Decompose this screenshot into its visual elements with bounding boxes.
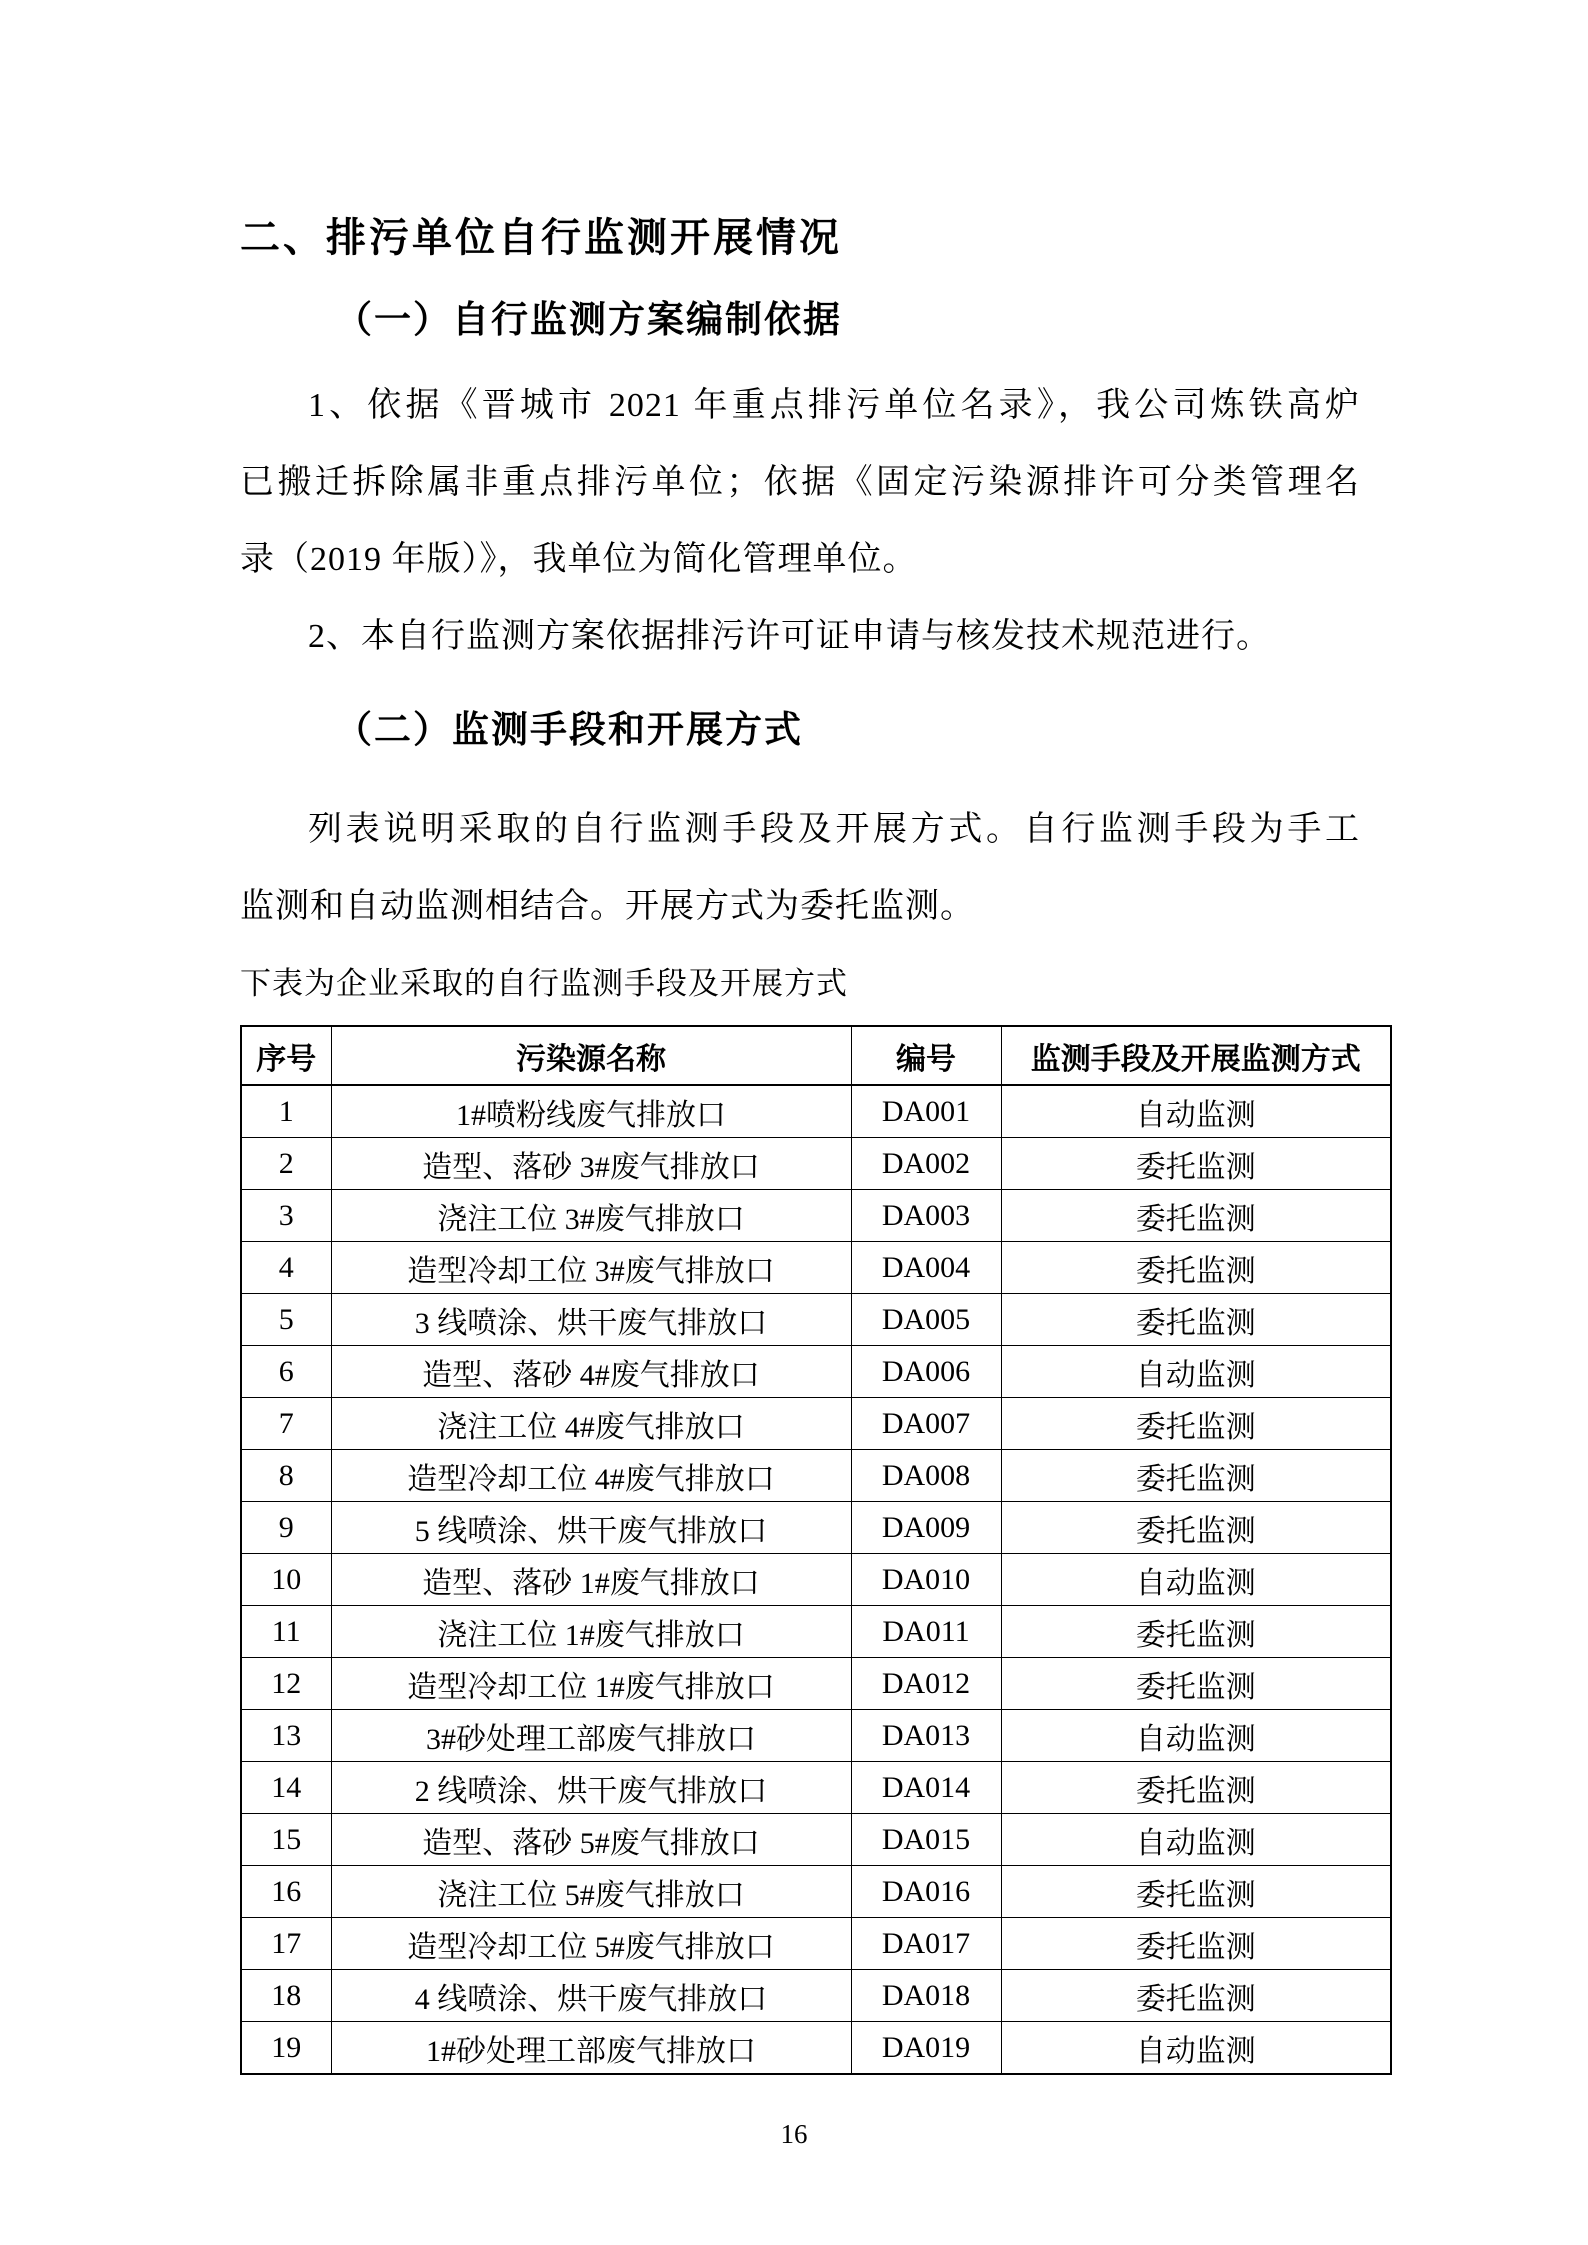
cell-monitoring-method: 委托监测 bbox=[1001, 1606, 1391, 1658]
cell-pollution-source-name: 3#砂处理工部废气排放口 bbox=[331, 1710, 851, 1762]
cell-monitoring-method: 自动监测 bbox=[1001, 1085, 1391, 1138]
cell-row-number: 5 bbox=[241, 1294, 331, 1346]
cell-outlet-code: DA001 bbox=[851, 1085, 1001, 1138]
paragraph-line: 1、依据《晋城市 2021 年重点排污单位名录》，我公司炼铁高炉 bbox=[308, 387, 1360, 424]
paragraph-basis bbox=[240, 367, 1360, 598]
cell-row-number: 18 bbox=[241, 1970, 331, 2022]
cell-row-number: 17 bbox=[241, 1918, 331, 1970]
cell-row-number: 3 bbox=[241, 1190, 331, 1242]
cell-row-number: 14 bbox=[241, 1762, 331, 1814]
cell-pollution-source-name: 造型冷却工位 3#废气排放口 bbox=[331, 1242, 851, 1294]
cell-row-number: 9 bbox=[241, 1502, 331, 1554]
cell-row-number: 15 bbox=[241, 1814, 331, 1866]
cell-outlet-code: DA012 bbox=[851, 1658, 1001, 1710]
table-row bbox=[241, 1814, 1391, 1866]
cell-pollution-source-name: 2 线喷涂、烘干废气排放口 bbox=[331, 1762, 851, 1814]
monitoring-table bbox=[240, 1025, 1392, 2075]
table-row bbox=[241, 1190, 1391, 1242]
table-row bbox=[241, 1398, 1391, 1450]
cell-row-number: 19 bbox=[241, 2022, 331, 2075]
cell-outlet-code: DA018 bbox=[851, 1970, 1001, 2022]
cell-row-number: 13 bbox=[241, 1710, 331, 1762]
cell-row-number: 10 bbox=[241, 1554, 331, 1606]
cell-row-number: 16 bbox=[241, 1866, 331, 1918]
cell-monitoring-method: 委托监测 bbox=[1001, 1138, 1391, 1190]
paragraph-basis-2 bbox=[240, 598, 1360, 675]
table-row bbox=[241, 1138, 1391, 1190]
cell-monitoring-method: 委托监测 bbox=[1001, 1762, 1391, 1814]
cell-outlet-code: DA009 bbox=[851, 1502, 1001, 1554]
cell-pollution-source-name: 造型、落砂 5#废气排放口 bbox=[331, 1814, 851, 1866]
cell-pollution-source-name: 浇注工位 1#废气排放口 bbox=[331, 1606, 851, 1658]
cell-outlet-code: DA013 bbox=[851, 1710, 1001, 1762]
cell-outlet-code: DA014 bbox=[851, 1762, 1001, 1814]
table-row bbox=[241, 1450, 1391, 1502]
cell-outlet-code: DA002 bbox=[851, 1138, 1001, 1190]
cell-pollution-source-name: 浇注工位 3#废气排放口 bbox=[331, 1190, 851, 1242]
cell-monitoring-method: 自动监测 bbox=[1001, 1710, 1391, 1762]
cell-pollution-source-name: 浇注工位 4#废气排放口 bbox=[331, 1398, 851, 1450]
cell-monitoring-method: 委托监测 bbox=[1001, 1658, 1391, 1710]
cell-row-number: 1 bbox=[241, 1085, 331, 1138]
cell-pollution-source-name: 造型、落砂 1#废气排放口 bbox=[331, 1554, 851, 1606]
table-row bbox=[241, 1918, 1391, 1970]
cell-outlet-code: DA015 bbox=[851, 1814, 1001, 1866]
page-number: 16 bbox=[780, 2119, 808, 2149]
cell-pollution-source-name: 造型冷却工位 1#废气排放口 bbox=[331, 1658, 851, 1710]
cell-monitoring-method: 委托监测 bbox=[1001, 1970, 1391, 2022]
cell-outlet-code: DA003 bbox=[851, 1190, 1001, 1242]
table-row bbox=[241, 1658, 1391, 1710]
table-row bbox=[241, 1606, 1391, 1658]
table-row bbox=[241, 1242, 1391, 1294]
cell-monitoring-method: 委托监测 bbox=[1001, 1866, 1391, 1918]
cell-outlet-code: DA006 bbox=[851, 1346, 1001, 1398]
cell-outlet-code: DA019 bbox=[851, 2022, 1001, 2075]
page-content bbox=[240, 0, 1390, 2075]
cell-row-number: 4 bbox=[241, 1242, 331, 1294]
table-header-source-name: 污染源名称 bbox=[331, 1026, 851, 1085]
table-row bbox=[241, 1970, 1391, 2022]
table-row bbox=[241, 1294, 1391, 1346]
table-header-code: 编号 bbox=[851, 1026, 1001, 1085]
cell-outlet-code: DA005 bbox=[851, 1294, 1001, 1346]
cell-outlet-code: DA010 bbox=[851, 1554, 1001, 1606]
cell-row-number: 6 bbox=[241, 1346, 331, 1398]
cell-monitoring-method: 自动监测 bbox=[1001, 1346, 1391, 1398]
cell-outlet-code: DA017 bbox=[851, 1918, 1001, 1970]
table-header-no: 序号 bbox=[241, 1026, 331, 1085]
section2-heading: （二）监测手段和开展方式 bbox=[335, 709, 803, 750]
cell-monitoring-method: 委托监测 bbox=[1001, 1242, 1391, 1294]
cell-outlet-code: DA007 bbox=[851, 1398, 1001, 1450]
cell-pollution-source-name: 4 线喷涂、烘干废气排放口 bbox=[331, 1970, 851, 2022]
cell-row-number: 7 bbox=[241, 1398, 331, 1450]
cell-pollution-source-name: 1#砂处理工部废气排放口 bbox=[331, 2022, 851, 2075]
table-row bbox=[241, 1866, 1391, 1918]
cell-row-number: 8 bbox=[241, 1450, 331, 1502]
table-header-method: 监测手段及开展监测方式 bbox=[1001, 1026, 1391, 1085]
cell-row-number: 11 bbox=[241, 1606, 331, 1658]
cell-outlet-code: DA011 bbox=[851, 1606, 1001, 1658]
cell-outlet-code: DA008 bbox=[851, 1450, 1001, 1502]
cell-monitoring-method: 委托监测 bbox=[1001, 1190, 1391, 1242]
table-row bbox=[241, 1346, 1391, 1398]
cell-outlet-code: DA016 bbox=[851, 1866, 1001, 1918]
cell-monitoring-method: 自动监测 bbox=[1001, 1554, 1391, 1606]
cell-pollution-source-name: 造型、落砂 4#废气排放口 bbox=[331, 1346, 851, 1398]
table-row bbox=[241, 1502, 1391, 1554]
cell-row-number: 2 bbox=[241, 1138, 331, 1190]
cell-monitoring-method: 委托监测 bbox=[1001, 1450, 1391, 1502]
table-intro: 下表为企业采取的自行监测手段及开展方式 bbox=[240, 966, 848, 1001]
cell-pollution-source-name: 造型冷却工位 4#废气排放口 bbox=[331, 1450, 851, 1502]
cell-monitoring-method: 自动监测 bbox=[1001, 1814, 1391, 1866]
paragraph-line: 2、本自行监测方案依据排污许可证申请与核发技术规范进行。 bbox=[308, 618, 1271, 655]
cell-pollution-source-name: 造型、落砂 3#废气排放口 bbox=[331, 1138, 851, 1190]
paragraph-line: 列表说明采取的自行监测手段及开展方式。自行监测手段为手工 bbox=[308, 811, 1360, 848]
cell-row-number: 12 bbox=[241, 1658, 331, 1710]
cell-monitoring-method: 自动监测 bbox=[1001, 2022, 1391, 2075]
cell-monitoring-method: 委托监测 bbox=[1001, 1918, 1391, 1970]
cell-monitoring-method: 委托监测 bbox=[1001, 1398, 1391, 1450]
cell-monitoring-method: 委托监测 bbox=[1001, 1294, 1391, 1346]
cell-monitoring-method: 委托监测 bbox=[1001, 1502, 1391, 1554]
cell-outlet-code: DA004 bbox=[851, 1242, 1001, 1294]
cell-pollution-source-name: 造型冷却工位 5#废气排放口 bbox=[331, 1918, 851, 1970]
table-body bbox=[241, 1085, 1391, 2074]
table-row bbox=[241, 1762, 1391, 1814]
cell-pollution-source-name: 3 线喷涂、烘干废气排放口 bbox=[331, 1294, 851, 1346]
paragraph-methods bbox=[240, 791, 1360, 945]
paragraph-line: 录（2019 年版）》，我单位为简化管理单位。 bbox=[240, 541, 918, 578]
cell-pollution-source-name: 浇注工位 5#废气排放口 bbox=[331, 1866, 851, 1918]
table-row bbox=[241, 1554, 1391, 1606]
section1-heading: （一）自行监测方案编制依据 bbox=[335, 299, 842, 340]
table-row bbox=[241, 1085, 1391, 1138]
cell-pollution-source-name: 1#喷粉线废气排放口 bbox=[331, 1085, 851, 1138]
paragraph-line: 监测和自动监测相结合。开展方式为委托监测。 bbox=[240, 888, 975, 925]
paragraph-line: 已搬迁拆除属非重点排污单位；依据《固定污染源排许可分类管理名 bbox=[240, 464, 1360, 501]
table-header-row bbox=[241, 1026, 1391, 1085]
table-row bbox=[241, 2022, 1391, 2075]
document-heading: 二、排污单位自行监测开展情况 bbox=[240, 216, 842, 260]
table-row bbox=[241, 1710, 1391, 1762]
cell-pollution-source-name: 5 线喷涂、烘干废气排放口 bbox=[331, 1502, 851, 1554]
